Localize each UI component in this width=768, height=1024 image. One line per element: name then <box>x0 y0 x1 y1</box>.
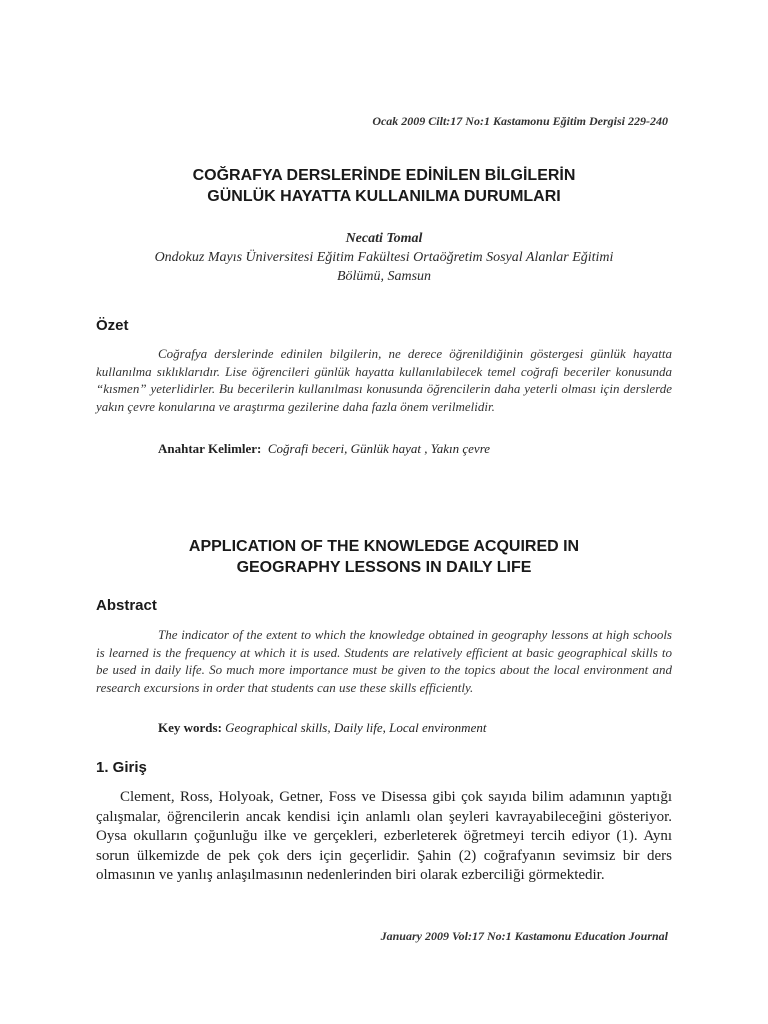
turkish-keywords-value: Coğrafi beceri, Günlük hayat , Yakın çevre <box>267 441 491 456</box>
header-citation: Ocak 2009 Cilt:17 No:1 Kastamonu Eğitim Dergisi 229-240 <box>372 114 668 128</box>
footer-citation: January 2009 Vol:17 No:1 Kastamonu Education Journal <box>380 929 668 943</box>
english-title <box>96 536 672 578</box>
turkish-title-line1: COĞRAFYA DERSLERİNDE EDİNİLEN BİLGİLERİN <box>192 167 576 184</box>
abstract-heading: Abstract <box>96 597 157 614</box>
english-title-line1: APPLICATION OF THE KNOWLEDGE ACQUIRED IN <box>188 538 580 555</box>
abstract-text: The indicator of the extent to which the knowledge obtained in geography lessons at high schools is learned is the frequency at which it is used. Students are relatively efficient at basic geographical skills to be used in daily life. So much more importance must be given to the topics about the local environment and research excursions in order that students can use these skills efficiently. <box>96 627 672 695</box>
ozet-text: Coğrafya derslerinde edinilen bilgilerin, ne derece öğrenildiğinin göstergesi günlük hayatta kullanılma sıklıklarıdır. Lise öğrencileri günlük hayatta kullanılabilecek temel coğrafi beceriler konusunda “kısmen” yeterlidirler. Bu becerilerin kullanılması konusunda öğrencilerin daha yeterli olması için derslerde yakın çevre konularına ve araştırma gezilerine daha fazla önem verilmelidir. <box>96 346 672 414</box>
author-block <box>96 229 672 286</box>
author-name: Necati Tomal <box>345 231 423 246</box>
turkish-title-line2: GÜNLÜK HAYATTA KULLANILMA DURUMLARI <box>207 188 561 205</box>
section1-heading: 1. Giriş <box>96 759 147 776</box>
turkish-keywords-label: Anahtar Kelimler: <box>158 441 262 456</box>
english-title-line2: GEOGRAPHY LESSONS IN DAILY LIFE <box>236 559 532 576</box>
affiliation-line1: Ondokuz Mayıs Üniversitesi Eğitim Fakültesi Ortaöğretim Sosyal Alanlar Eğitimi <box>154 250 614 265</box>
ozet-heading: Özet <box>96 317 129 334</box>
english-keywords-label: Key words: <box>158 720 222 735</box>
turkish-title <box>96 165 672 207</box>
english-keywords-value: Geographical skills, Daily life, Local environment <box>225 720 487 735</box>
section1-paragraph: Clement, Ross, Holyoak, Getner, Foss ve Disessa gibi çok sayıda bilim adamının yaptığı çalışmalar, öğrencilerin ancak kendisi için anlamlı olan şeyleri kavrayabileceğini gösteriyor. Oysa okulların çoğunluğu ilke ve gerçekleri, ezberleterek öğretmeyi tercih ediyor (1). Aynı sorun ülkemizde de pek çok ders için geçerlidir. Şahin (2) coğrafyanın sevimsiz bir ders olmasının ve yanlış anlaşılmasının nedenlerinden biri olarak ezberciliği görmektedir. <box>96 789 672 883</box>
turkish-keywords <box>158 441 490 457</box>
english-keywords <box>158 720 486 736</box>
affiliation-line2: Bölümü, Samsun <box>336 269 432 284</box>
